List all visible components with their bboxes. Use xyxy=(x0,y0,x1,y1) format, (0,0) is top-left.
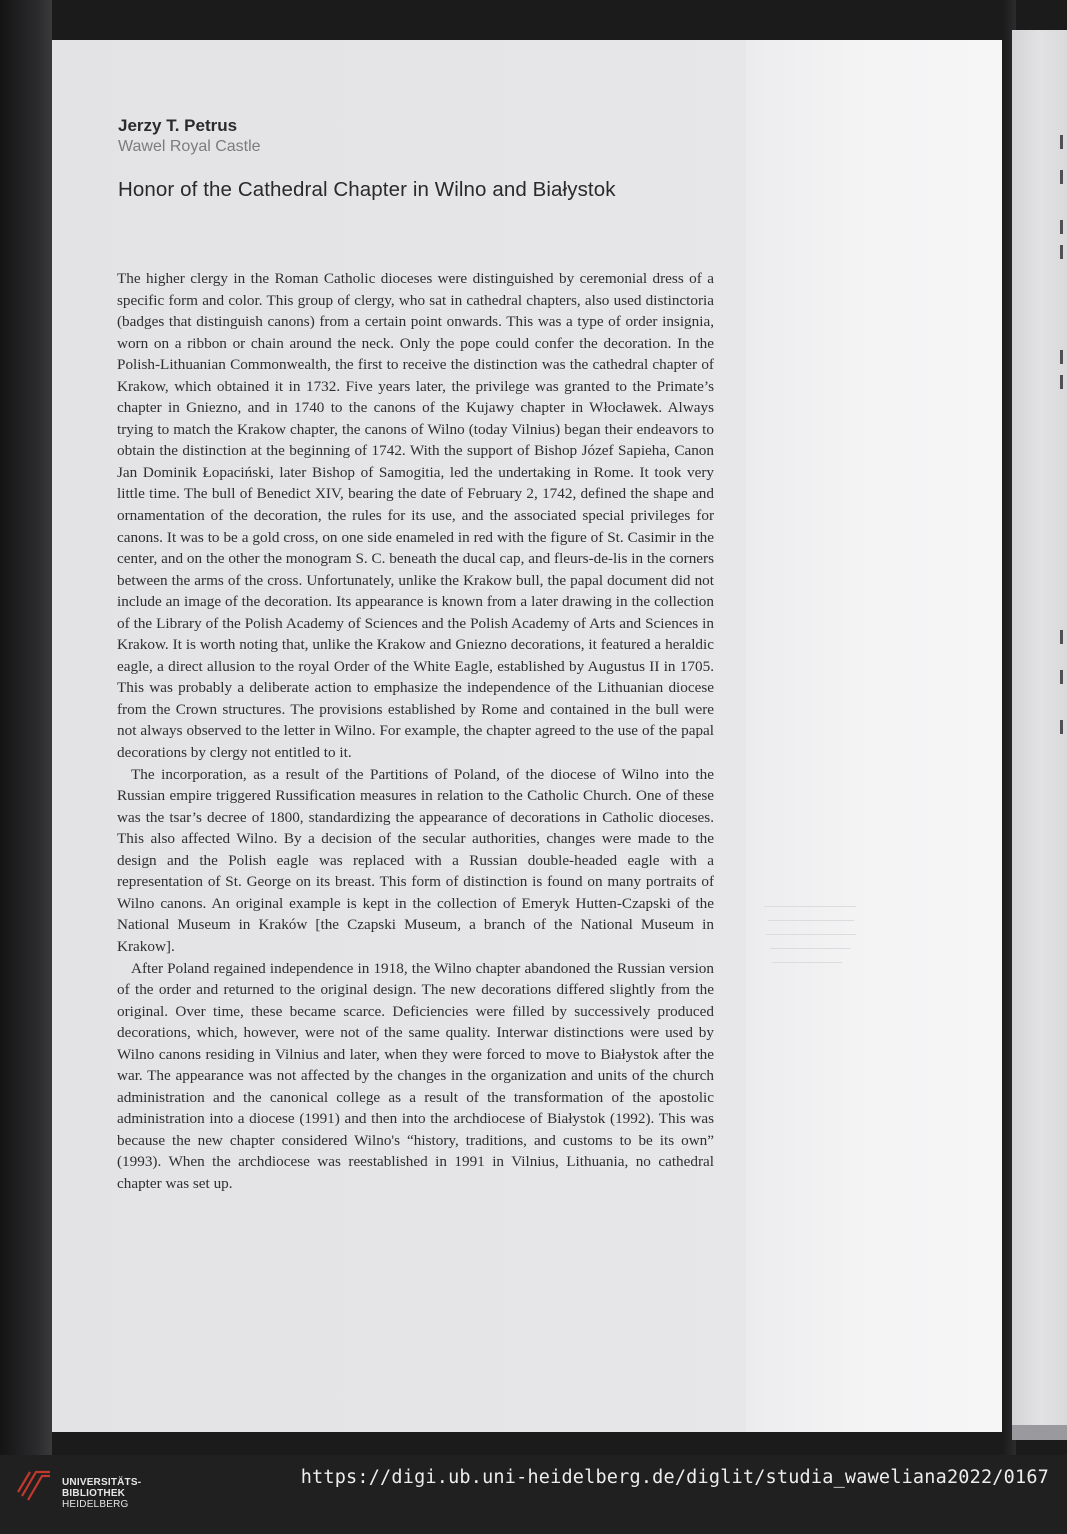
left-page-shadow xyxy=(0,0,52,1455)
body-paragraph: The higher clergy in the Roman Catholic dioceses were distinguished by ceremonial dress of a specific form and color. This group of clergy, who sat in cathedral chapters, also used distinctoria (badges that distinguish canons) from a certain point onwards. This was a type of order insignia, worn on a ribbon or chain around the neck. Only the pope could confer the decoration. In the Polish-Lithuanian Commonwealth, the first to receive the distinction was the cathedral chapter of Krakow, which obtained it in 1732. Five years later, the privilege was granted to the Primate’s chapter in Gniezno, and in 1740 to the canons of the Kujawy chapter in Włocławek. Always trying to match the Krakow chapter, the canons of Wilno (today Vilnius) began their endeavors to obtain the distinction at the beginning of 1742. With the support of Bishop Józef Sapieha, Canon Jan Dominik Łopaciński, later Bishop of Samogitia, led the undertaking in Rome. It took very little time. The bull of Benedict XIV, bearing the date of February 2, 1742, defined the shape and ornamentation of the decoration, the rules for its use, and the associated special privileges for canons. It was to be a gold cross, on one side enameled in red with the figure of St. Casimir in the center, and on the other the monogram S. C. beneath the ducal cap, and fleurs-de-lis in the corners between the arms of the cross. Unfortunately, unlike the Krakow bull, the papal document did not include an image of the decoration. Its appearance is known from a later drawing in the collection of the Library of the Polish Academy of Sciences and the Polish Academy of Arts and Sciences in Krakow. It is worth noting that, unlike the Krakow and Gniezno decorations, it featured a heraldic eagle, a direct allusion to the royal Order of the White Eagle, established by Augustus II in 1705. This was probably a deliberate action to emphasize the independence of the Lithuanian diocese from the Crown structures. The provisions established by Rome and contained in the bull were not always observed to the letter in Wilno. For example, the chapter agreed to the use of the papal decorations by clergy not entitled to it. xyxy=(117,270,714,762)
text-fragment-mark xyxy=(1060,170,1063,184)
bleed-through-line xyxy=(770,948,850,949)
text-fragment-mark xyxy=(1060,630,1063,644)
body-paragraph: After Poland regained independence in 1918, the Wilno chapter abandoned the Russian version of the order and returned to the original design. The new decorations differed slightly from the original. Over time, these became scarce. Deficiencies were filled by successively produced decorations, which, however, were not of the same quality. Interwar distinctions were used by Wilno canons residing in Vilnius and later, when they were forced to move to Białystok after the war. The appearance was not affected by the changes in the organization and units of the church administration and the canonical college as a result of the transformation of the apostolic administration into a diocese (1991) and then into the archdiocese of Białystok (1992). This was because the new chapter considered Wilno's “history, traditions, and customs to be its own” (1993). When the archdiocese was reestablished in 1991 in Vilnius, Lithuania, no cathedral chapter was set up. xyxy=(117,959,714,1192)
logo-text-line: UNIVERSITÄTS- xyxy=(62,1477,142,1488)
logo-text-line: HEIDELBERG xyxy=(62,1499,129,1510)
facing-page-edge xyxy=(1012,30,1067,1440)
facing-page-shadow xyxy=(1012,1425,1067,1440)
library-logo-icon[interactable] xyxy=(14,1466,54,1506)
text-fragment-mark xyxy=(1060,350,1063,364)
author-affiliation: Wawel Royal Castle xyxy=(118,138,261,155)
body-paragraph: The incorporation, as a result of the Partitions of Poland, of the diocese of Wilno into the Russian empire triggered Russification measures in relation to the Catholic Church. One of these was the tsar’s decree of 1800, standardizing the appearance of decorations in Catholic dioceses. This also affected Wilno. By a decision of the secular authorities, changes were made to the design and the Polish eagle was replaced with a Russian double-headed eagle with a representation of St. George on its breast. This form of distinction is found on many portraits of Wilno canons. An original example is kept in the collection of Emeryk Hutten-Czapski of the National Museum in Kraków [the Czapski Museum, a branch of the National Museum in Krakow]. xyxy=(117,765,714,955)
bleed-through-line xyxy=(766,934,856,935)
text-fragment-mark xyxy=(1060,220,1063,234)
bleed-through-line xyxy=(772,962,842,963)
author-name: Jerzy T. Petrus xyxy=(118,116,238,135)
article-body xyxy=(117,268,714,1195)
bleed-through-line xyxy=(764,906,856,907)
text-fragment-mark xyxy=(1060,720,1063,734)
text-fragment-mark xyxy=(1060,375,1063,389)
article-title: Honor of the Cathedral Chapter in Wilno and Białystok xyxy=(118,178,616,201)
text-fragment-mark xyxy=(1060,135,1063,149)
text-fragment-mark xyxy=(1060,245,1063,259)
logo-text-line: BIBLIOTHEK xyxy=(62,1488,126,1499)
text-fragment-mark xyxy=(1060,670,1063,684)
bleed-through-line xyxy=(768,920,854,921)
page-permalink[interactable]: https://digi.ub.uni-heidelberg.de/diglit/studia_waweliana2022/0167 xyxy=(300,1467,1049,1488)
page-bleed-area xyxy=(746,40,1002,1432)
